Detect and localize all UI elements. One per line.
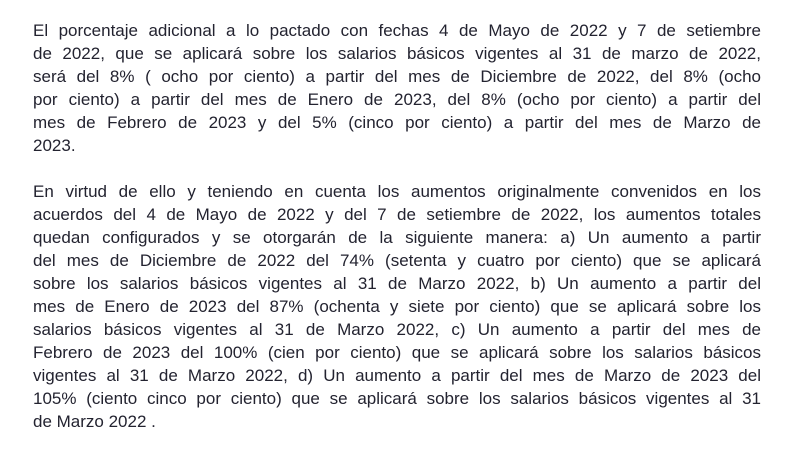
text-line: sobre los salarios básicos vigentes al 31 de Marzo 2022, b) Un aumento a partir del: [33, 274, 761, 293]
text-line: El porcentaje adicional a lo pactado con fechas 4 de Mayo de 2022 y 7 de setiembre: [33, 21, 761, 40]
text-line: mes de Enero de 2023 del 87% (ochenta y siete por ciento) que se aplicará sobre los: [33, 297, 761, 316]
paragraph-spacer: [33, 157, 761, 180]
text-line: 2023.: [33, 136, 76, 155]
text-line: del mes de Diciembre de 2022 del 74% (setenta y cuatro por ciento) que se aplicará: [33, 251, 761, 270]
text-line: de 2022, que se aplicará sobre los salarios básicos vigentes al 31 de marzo de 2022,: [33, 44, 761, 63]
text-line: por ciento) a partir del mes de Enero de 2023, del 8% (ocho por ciento) a partir del: [33, 90, 761, 109]
text-line: salarios básicos vigentes al 31 de Marzo 2022, c) Un aumento a partir del mes de: [33, 320, 761, 339]
text-line: quedan configurados y se otorgarán de la siguiente manera: a) Un aumento a partir: [33, 228, 761, 247]
text-line: vigentes al 31 de Marzo 2022, d) Un aumento a partir del mes de Marzo de 2023 del: [33, 366, 761, 385]
text-line: En virtud de ello y teniendo en cuenta los aumentos originalmente convenidos en los: [33, 182, 761, 201]
text-line: de Marzo 2022 .: [33, 412, 156, 431]
text-line: 105% (ciento cinco por ciento) que se aplicará sobre los salarios básicos vigentes al 31: [33, 389, 761, 408]
text-line: acuerdos del 4 de Mayo de 2022 y del 7 de setiembre de 2022, los aumentos totales: [33, 205, 761, 224]
paragraph-additional-percentage: [33, 19, 761, 157]
paragraph-total-increases: [33, 180, 761, 433]
text-line: Febrero de 2023 del 100% (cien por ciento) que se aplicará sobre los salarios básicos: [33, 343, 761, 362]
text-line: mes de Febrero de 2023 y del 5% (cinco por ciento) a partir del mes de Marzo de: [33, 113, 761, 132]
text-line: será del 8% ( ocho por ciento) a partir del mes de Diciembre de 2022, del 8% (ocho: [33, 67, 761, 86]
